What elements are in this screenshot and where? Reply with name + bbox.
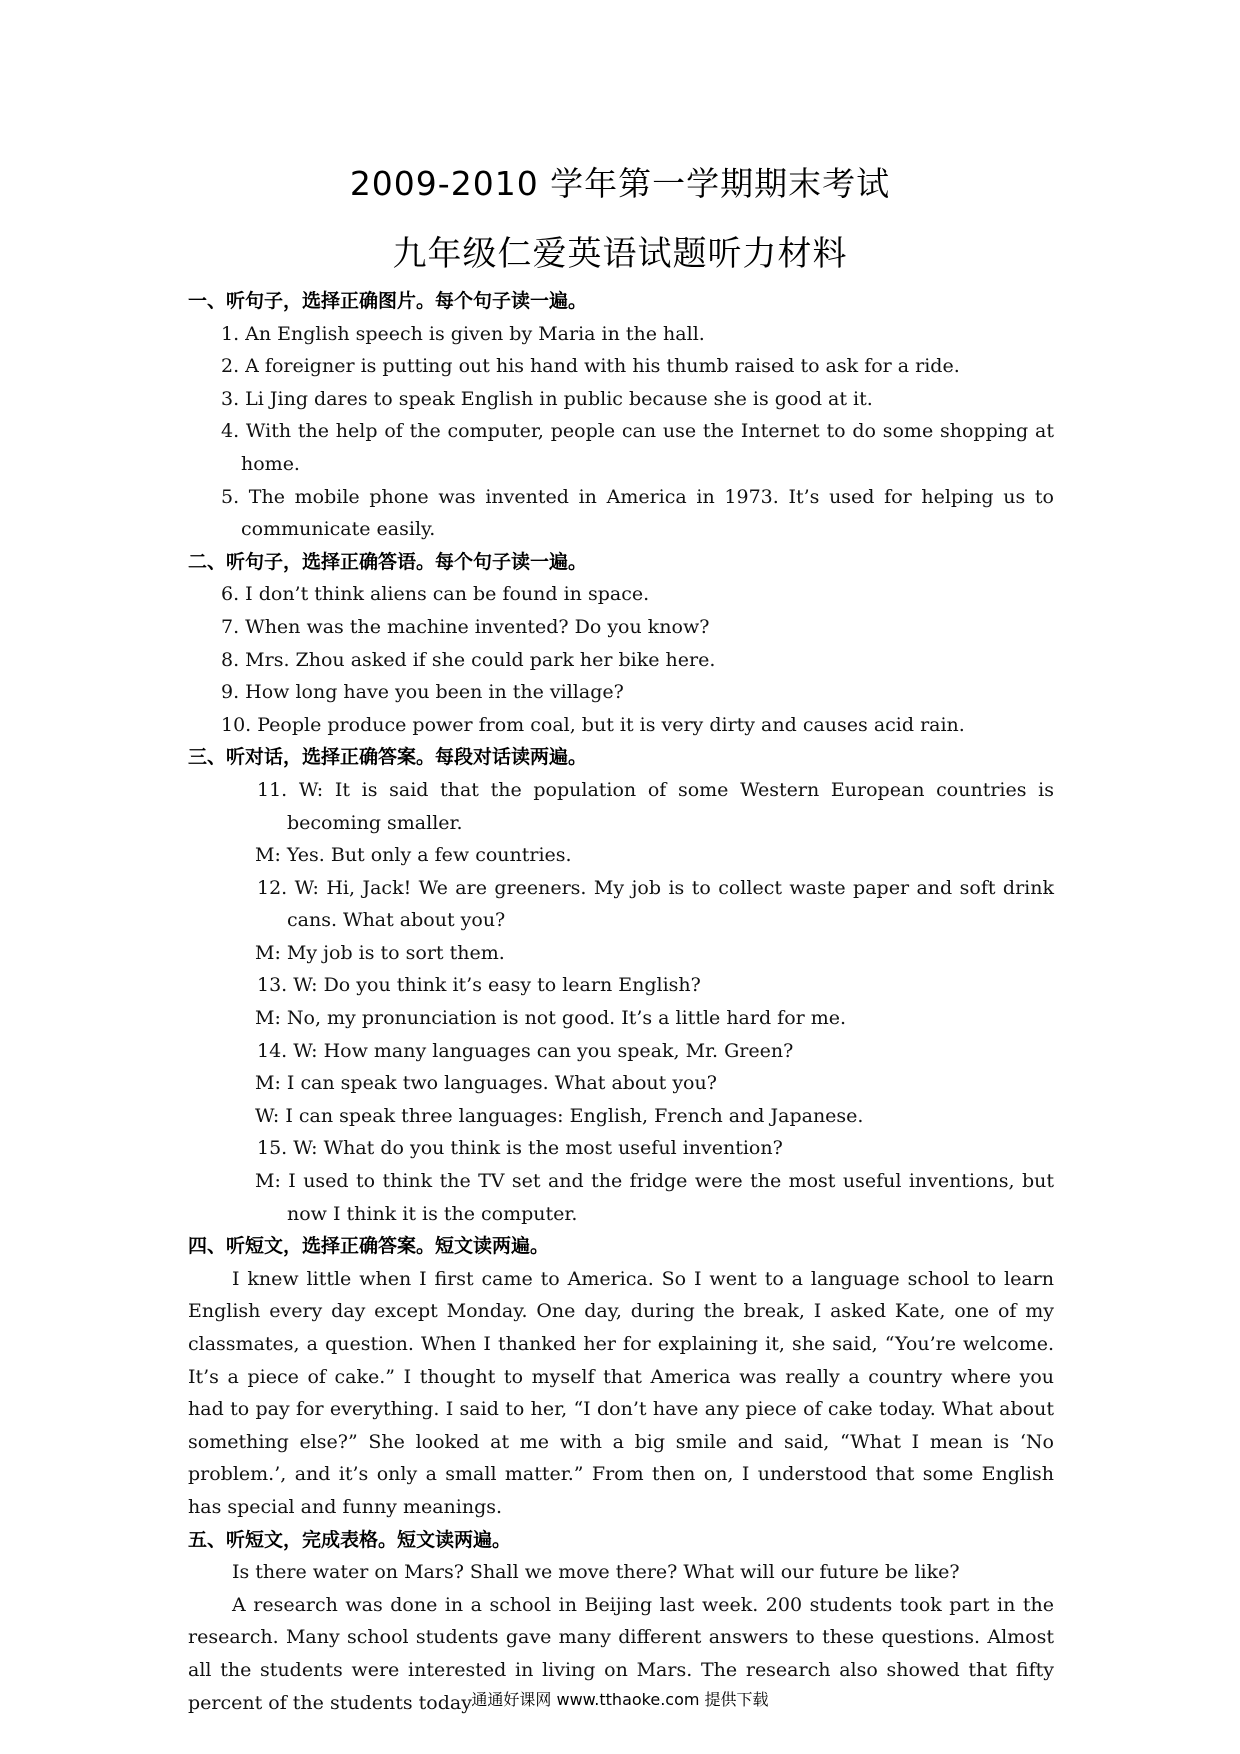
dialogue-12-m: M: My job is to sort them. <box>255 941 505 964</box>
listening-material <box>188 285 1054 1719</box>
exam-subtitle: 九年级仁爱英语试题听力材料 <box>392 234 848 274</box>
dialogue-13-m: M: No, my pronunciation is not good. It’s a little hard for me. <box>255 1007 847 1030</box>
question-5: 5. The mobile phone was invented in America in 1973. It’s used for helping us to communicate easily. <box>221 485 1054 541</box>
section-4-heading: 四、听短文，选择正确答案。短文读两遍。 <box>188 1235 550 1258</box>
question-9: 9. How long have you been in the village? <box>221 681 624 704</box>
passage-4: I knew little when I first came to America. So I went to a language school to learn English every day except Monday. One day, during the break, I asked Kate, one of my classmates, a question. When I thanked her for explaining it, she said, “You’re welcome. It’s a piece of cake.” I thought to myself that America was really a country where you had to pay for everything. I said to her, “I don’t have any piece of cake today. What about something else?” She looked at me with a big smile and said, “What I mean is ‘No problem.’, and it’s only a small matter.” From then on, I understood that some English has special and funny meanings. <box>188 1267 1054 1518</box>
section-1-heading: 一、听句子，选择正确图片。每个句子读一遍。 <box>188 290 588 312</box>
dialogue-14-w: 14. W: How many languages can you speak, Mr. Green? <box>257 1039 794 1062</box>
question-6: 6. I don’t think aliens can be found in space. <box>221 583 650 606</box>
section-2-heading: 二、听句子，选择正确答语。每个句子读一遍。 <box>188 550 588 573</box>
dialogue-14-m: M: I can speak two languages. What about you? <box>255 1072 717 1095</box>
passage-5-intro: Is there water on Mars? Shall we move there? What will our future be like? <box>232 1561 960 1584</box>
passage-5-body: A research was done in a school in Beijing last week. 200 students took part in the research. Many school students gave many different answers to these questions. Almost all the students were interested in living on Mars. The research also showed that fifty percent of the students today <box>188 1593 1054 1714</box>
dialogue-14-w2: W: I can speak three languages: English, French and Japanese. <box>255 1104 864 1127</box>
question-8: 8. Mrs. Zhou asked if she could park her bike here. <box>221 648 716 671</box>
question-3: 3. Li Jing dares to speak English in public because she is good at it. <box>221 387 873 410</box>
dialogue-12-w: 12. W: Hi, Jack! We are greeners. My job is to collect waste paper and soft drink cans. What about you? <box>257 876 1054 932</box>
dialogue-13-w: 13. W: Do you think it’s easy to learn English? <box>257 974 701 997</box>
section-3-heading: 三、听对话，选择正确答案。每段对话读两遍。 <box>188 746 588 769</box>
question-1: 1. An English speech is given by Maria in the hall. <box>221 322 705 345</box>
question-10: 10. People produce power from coal, but it is very dirty and causes acid rain. <box>221 713 965 736</box>
dialogue-11-w: 11. W: It is said that the population of some Western European countries is becoming smaller. <box>257 778 1054 834</box>
question-2: 2. A foreigner is putting out his hand with his thumb raised to ask for a ride. <box>221 355 960 378</box>
question-7: 7. When was the machine invented? Do you know? <box>221 615 710 638</box>
dialogue-11-m: M: Yes. But only a few countries. <box>255 844 572 867</box>
section-5-heading: 五、听短文，完成表格。短文读两遍。 <box>188 1528 512 1551</box>
dialogue-15-w: 15. W: What do you think is the most useful invention? <box>257 1137 783 1160</box>
page-footer: 通通好课网 www.tthaoke.com 提供下载 <box>471 1690 769 1709</box>
dialogue-15-m: M: I used to think the TV set and the fridge were the most useful inventions, but now I think it is the computer. <box>255 1170 1054 1225</box>
exam-title: 2009-2010 学年第一学期期末考试 <box>349 164 891 203</box>
question-4: 4. With the help of the computer, people can use the Internet to do some shopping at home. <box>221 420 1054 475</box>
